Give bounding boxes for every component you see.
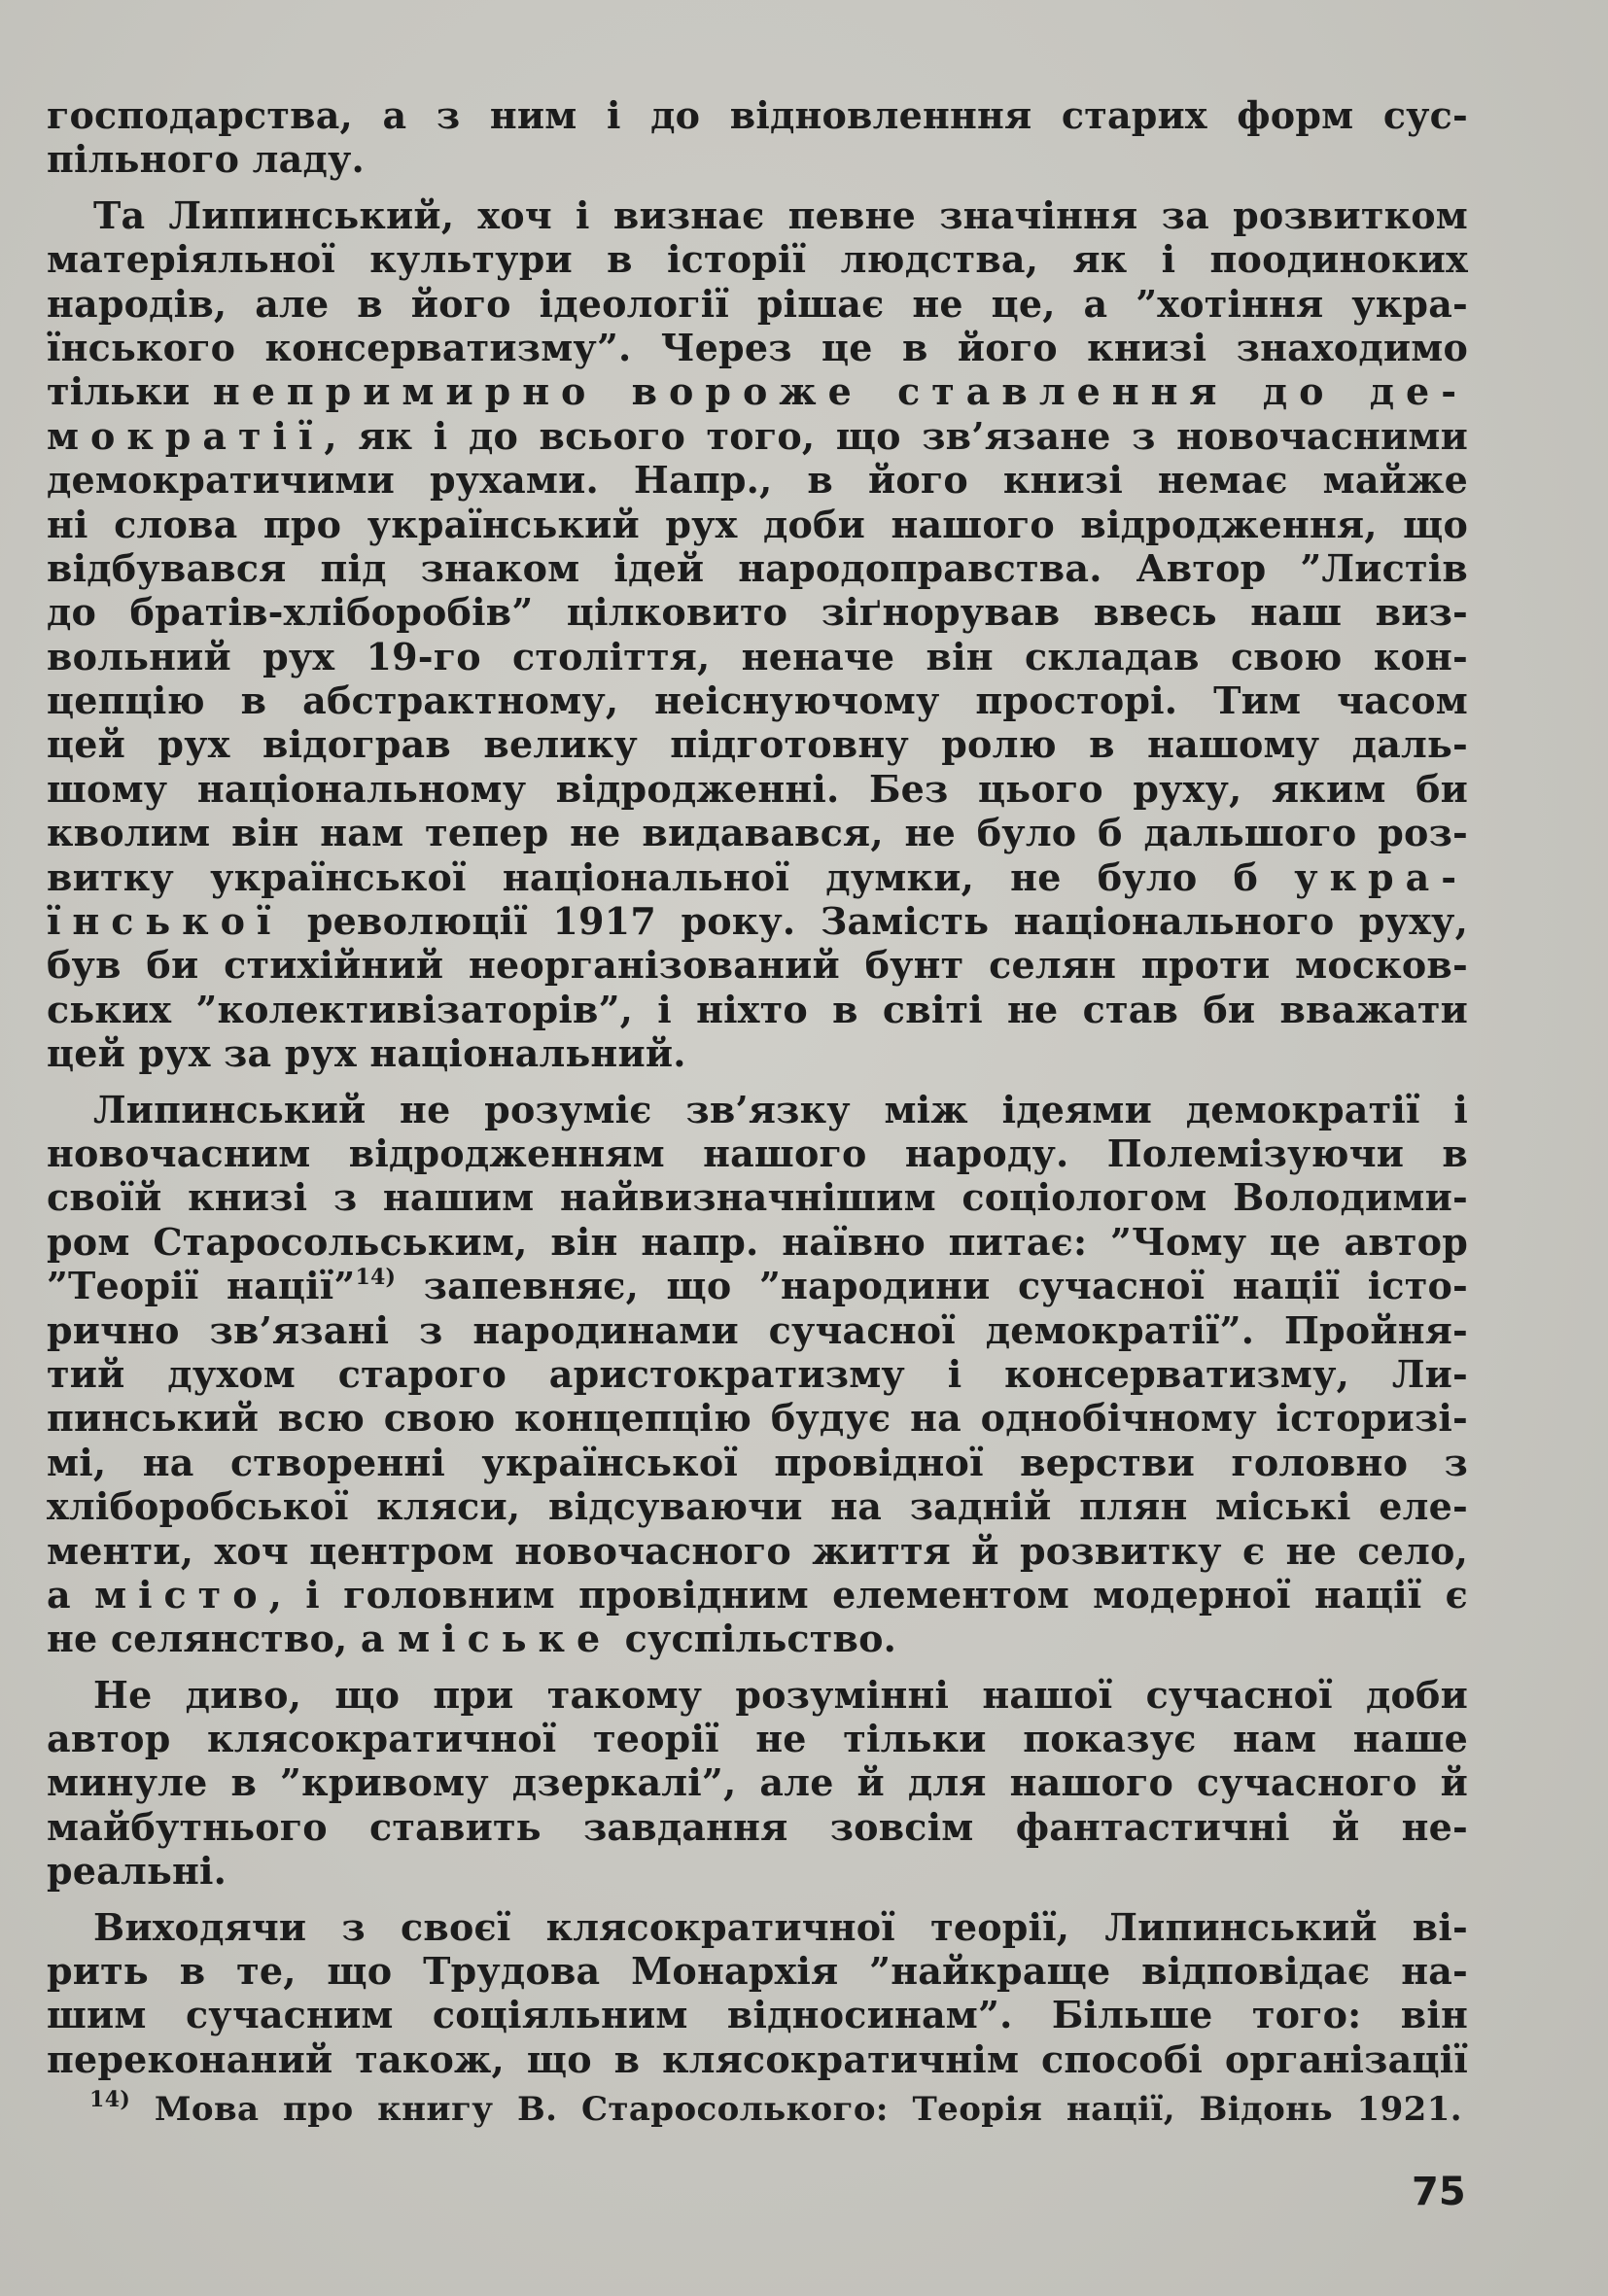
footnote-marker: 14) <box>89 2086 131 2112</box>
text-line: матеріяльної культури в історії людства, як і поодиноких <box>47 237 1468 282</box>
text-line: пільного ладу. <box>47 137 365 182</box>
text-line: мократії, як і до всього того, що зв’язане з новочасними <box>47 413 1468 458</box>
text-line: витку української національної думки, не було б укра- <box>47 854 1468 899</box>
text-line: майбутнього ставить завдання зовсім фантастичні й не- <box>47 1804 1468 1849</box>
emphasis-spaced: мократії <box>47 413 325 458</box>
text-line: до братів-хліборобів” цілковито зіґнорував ввесь наш виз- <box>47 590 1468 635</box>
text-line: цей рух відограв велику підготовну ролю в нашому даль- <box>47 722 1468 767</box>
text-line: ні слова про український рух доби нашого відродження, що <box>47 502 1468 546</box>
text-line: пинський всю свою концепцію будує на однобічному історизі- <box>47 1396 1468 1441</box>
text-line: тий духом старого аристократизму і консерватизму, Ли- <box>47 1351 1468 1396</box>
text-line: хліборобської кляси, відсуваючи на задній плян міські еле- <box>47 1484 1468 1529</box>
text-line: їнської революції 1917 року. Замість національного руху, <box>47 899 1468 944</box>
text-line: рично зв’язані з народинами сучасної демократії”. Пройня- <box>47 1307 1468 1352</box>
text-line: цей рух за рух національний. <box>47 1031 686 1076</box>
text-line: кволим він нам тепер не видавався, не було б дальшого роз- <box>47 811 1468 855</box>
text-line: новочасним відродженням нашого народу. Полемізуючи в <box>47 1131 1468 1175</box>
text-line: Та Липинський, хоч і визнає певне значіння за розвитком <box>93 192 1468 237</box>
footnote-text: Мова про книгу В. Старосолького: Теорія нації, Відонь 1921. <box>130 2090 1462 2129</box>
text-line: ських ”колективізаторів”, і ніхто в світі не став би вважати <box>47 987 1468 1031</box>
text-line: Липинський не розуміє зв’язку між ідеями демократії і <box>93 1087 1468 1131</box>
text-line: шим сучасним соціяльним відносинам”. Більше того: він <box>47 1993 1468 2037</box>
text-line: Не диво, що при такому розумінні нашої сучасної доби <box>93 1672 1468 1717</box>
footnote-reference[interactable]: 14) <box>355 1264 397 1290</box>
emphasis-spaced: місто <box>94 1572 269 1617</box>
text-line: шому національному відродженні. Без цього руху, яким би <box>47 766 1468 811</box>
page-number: 75 <box>1412 2170 1466 2214</box>
text-line: господарства, а з ним і до відновленння старих форм сус- <box>47 93 1468 137</box>
text-line: був би стихійний неорганізований бунт селян проти москов- <box>47 943 1468 988</box>
text-line: мі, на створенні української провідної верстви головно з <box>47 1440 1468 1484</box>
text-line: демократичими рухами. Напр., в його книзі немає майже <box>47 458 1468 503</box>
text-line: ром Старосольським, він напр. наївно питає: ”Чому це автор <box>47 1219 1468 1264</box>
emphasis-spaced: непримирно вороже ставлення до де- <box>212 369 1468 414</box>
footnote <box>89 2086 1462 2129</box>
emphasis-spaced: їнської <box>47 899 283 944</box>
main-text <box>47 93 1468 2081</box>
text-line: не селянство, а міське суспільство. <box>47 1617 897 1661</box>
text-line: реальні. <box>47 1849 227 1894</box>
emphasis-spaced: міське <box>398 1617 612 1661</box>
text-line: ”Теорії нації”$^{14)}$ запевняє, що ”народини сучасної нації істо- <box>47 1264 1468 1308</box>
emphasis-spaced: укра- <box>1294 854 1468 899</box>
text-line: народів, але в його ідеології рішає не це, а ”хотіння укра- <box>47 281 1468 326</box>
text-line: автор клясократичної теорії не тільки показує нам наше <box>47 1717 1468 1761</box>
text-line: цепцію в абстрактному, неіснуючому просторі. Тим часом <box>47 678 1468 723</box>
text-line: переконаний також, що в клясократичнім способі організації <box>47 2036 1468 2081</box>
text-line: Виходячи з своєї клясократичної теорії, Липинський ві- <box>93 1904 1468 1949</box>
text-line: рить в те, що Трудова Монархія ”найкраще відповідає на- <box>47 1949 1468 1994</box>
text-line: а місто, і головним провідним елементом модерної нації є <box>47 1572 1468 1617</box>
text-line: своїй книзі з нашим найвизначнішим соціологом Володими- <box>47 1175 1468 1220</box>
text-line: минуле в ”кривому дзеркалі”, але й для нашого сучасного й <box>47 1760 1468 1805</box>
text-line: тільки непримирно вороже ставлення до де- <box>47 369 1468 414</box>
text-line: вольний рух 19-го століття, неначе він складав свою кон- <box>47 634 1468 678</box>
text-line: їнського консерватизму”. Через це в його книзі знаходимо <box>47 325 1468 369</box>
text-line: відбувався під знаком ідей народоправства. Автор ”Листів <box>47 545 1468 590</box>
text-line: менти, хоч центром новочасного життя й розвитку є не село, <box>47 1528 1468 1573</box>
